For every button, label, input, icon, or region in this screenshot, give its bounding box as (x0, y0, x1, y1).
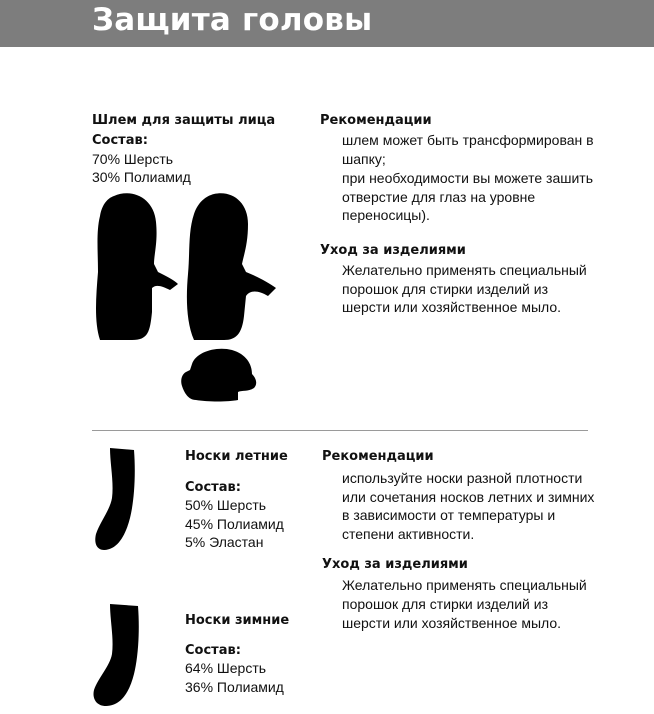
header-bar (0, 0, 654, 47)
helmet-recommendation-line: отверстие для глаз на уровне (342, 189, 536, 205)
helmet-recommendation-line: переносицы). (342, 207, 430, 223)
helmet-composition-label: Состав: (92, 133, 148, 148)
section-divider (92, 430, 588, 431)
winter-socks-name: Носки зимние (185, 613, 290, 628)
socks-care-title: Уход за изделиями (322, 557, 468, 572)
helmet-recommendation-line: шапку; (342, 151, 386, 167)
helmet-recommendations-title: Рекомендации (320, 113, 432, 128)
helmet-care-line: шерсти или хозяйственное мыло. (342, 299, 562, 315)
helmet-recommendation-line: шлем может быть трансформирован в (342, 132, 594, 148)
socks-recommendation-line: используйте носки разной плотности (342, 470, 583, 486)
socks-care-line: шерсти или хозяйственное мыло. (342, 615, 562, 631)
winter-socks-composition-line: 36% Полиамид (185, 679, 284, 695)
summer-socks-name: Носки летние (185, 449, 288, 464)
socks-recommendation-line: в зависимости от температуры и (342, 507, 556, 523)
helmet-composition-line: 70% Шерсть (92, 151, 174, 167)
winter-socks-composition-line: 64% Шерсть (185, 660, 267, 676)
helmet-care-title: Уход за изделиями (320, 243, 466, 258)
balaclava-side-image (184, 192, 279, 342)
helmet-recommendation-line: при необходимости вы можете зашить (342, 170, 594, 186)
socks-recommendation-line: или сочетания носков летних и зимних (342, 489, 595, 505)
helmet-name: Шлем для защиты лица (92, 113, 276, 128)
socks-care-line: Желательно применять специальный (342, 577, 587, 593)
summer-sock-image (94, 446, 146, 552)
socks-care-line: порошок для стирки изделий из (342, 596, 548, 612)
summer-socks-composition-line: 50% Шерсть (185, 497, 267, 513)
balaclava-front-image (92, 192, 182, 342)
page-title: Защита головы (92, 2, 373, 38)
helmet-care-line: порошок для стирки изделий из (342, 281, 548, 297)
summer-socks-composition-line: 45% Полиамид (185, 516, 284, 532)
winter-socks-composition-label: Состав: (185, 643, 241, 658)
socks-recommendation-line: степени активности. (342, 526, 475, 542)
summer-socks-composition-line: 5% Эластан (185, 534, 264, 550)
winter-sock-image (92, 602, 152, 708)
helmet-composition-line: 30% Полиамид (92, 169, 191, 185)
knit-hat-image (178, 346, 260, 402)
helmet-care-line: Желательно применять специальный (342, 262, 587, 278)
summer-socks-composition-label: Состав: (185, 480, 241, 495)
socks-recommendations-title: Рекомендации (322, 449, 434, 464)
